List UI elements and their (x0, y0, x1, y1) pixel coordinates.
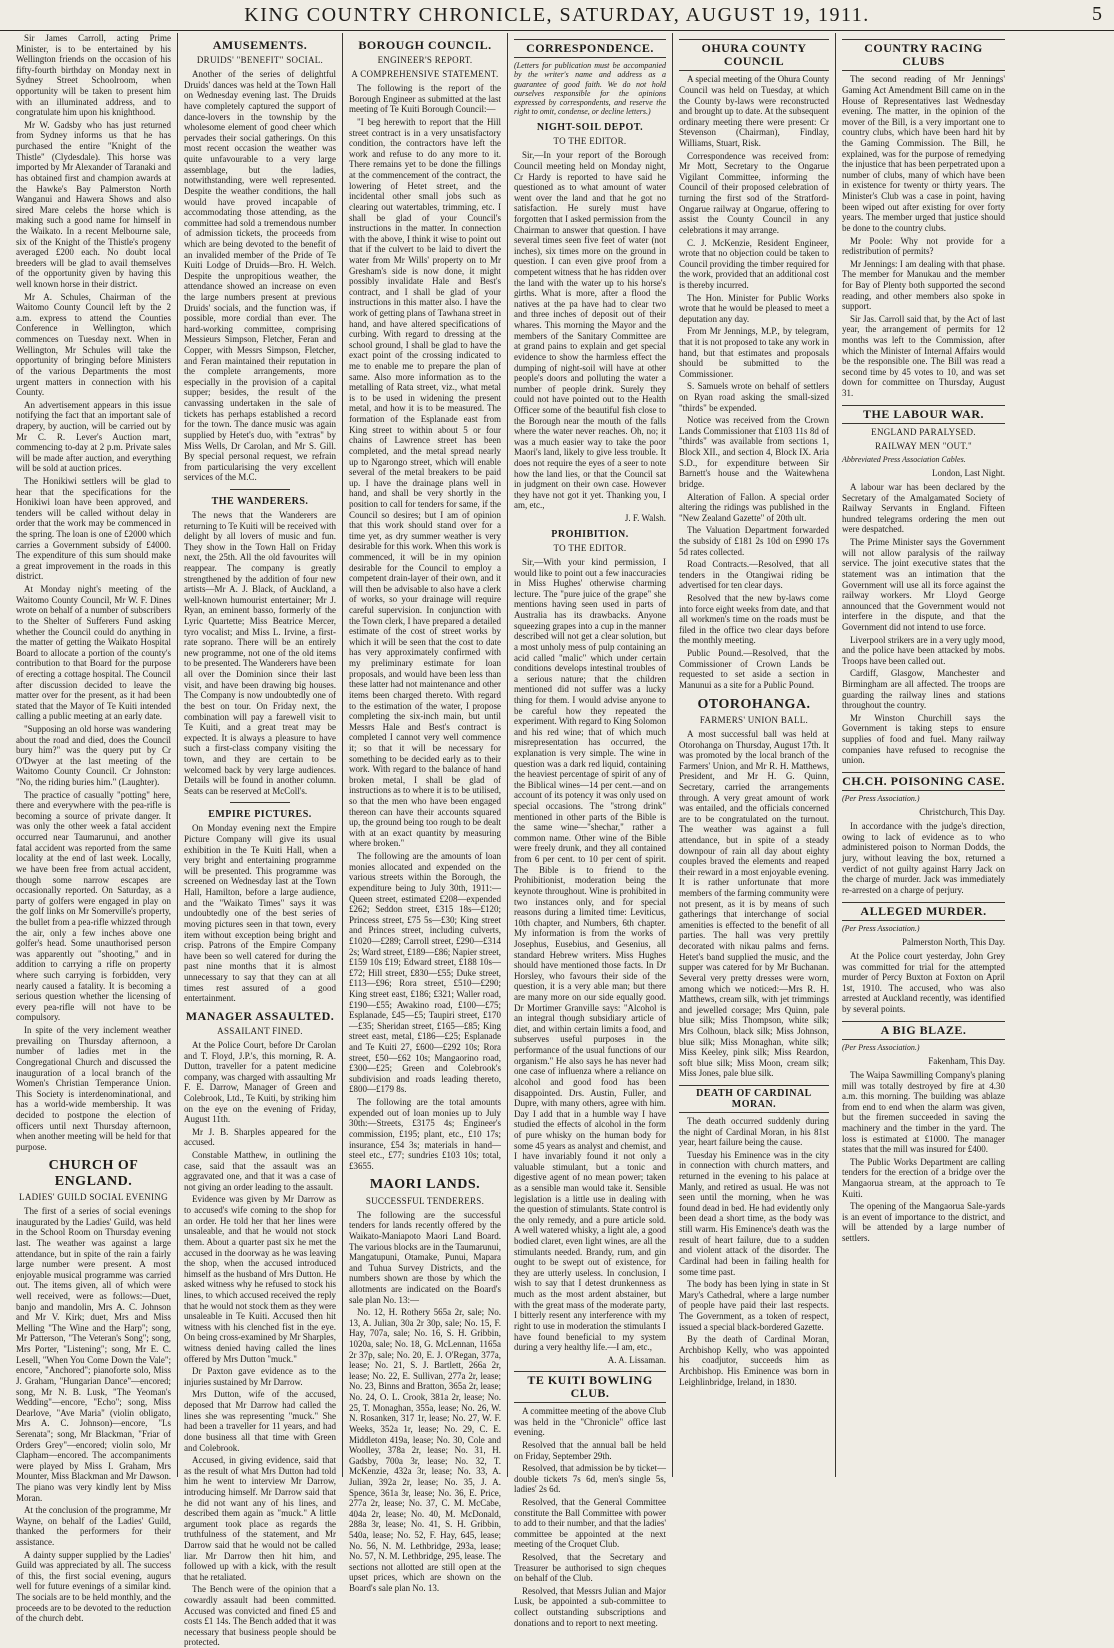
paragraph: The second reading of Mr Jennings' Gaming Act Amendment Bill came on in the House of Representatives last Wednesday evening. The matter, in the opinion of the mover of the Bill, is a very important one to country clubs, which have been hard hit by the Gaming Commission. The Bill, he explained, was for the purpose of remedying the injustice that has been perpetrated upon a number of clubs, many of which have been in existence for twenty or thirty years. The Minister's Club was a case in point, having been wiped out after existing for over forty years. The member urged that justice should be done to the country clubs. (842, 74, 1005, 233)
church-of-england-article (16, 1158, 171, 1624)
paragraph: A labour war has been declared by the Secretary of the Amalgamated Society of Railway Servants in England. Fifteen hundred telegrams ordering the men out were despatched. (842, 482, 1005, 535)
paragraph: Another of the series of delightful Druids' dances was held at the Town Hall on Wednesday evening last. The Druids have completely captured the support of dance-lovers in the township by the wholesome element of good cheer which pervades their social gatherings. On this most recent occasion the weather was quite unfavourable to a very large assemblage, but the ladies, notwithstanding, were well represented. Despite the weather conditions, the hall would have proved incapable of accommodating those attending, as the committee had sold a tremendous number of admission tickets, the proceeds from which are being devoted to the benefit of an invalided member of the Pride of Te Kuiti Lodge of Druids—Bro. H. Welch. Despite the unpropitious weather, the attendance showed an increase on even the large numbers present at previous Druids' socials, and the function was, if possible, more cordial than ever. The hard-working committee, comprising Messieurs Simpson, Fletcher, Feran and Copper, with Messrs Simpson, Fletcher, and Feran maintained their reputation in the complete arrangements, more especially in the provision of a capital supper; besides, the result of the canvassing undertaken in the sale of tickets has perhaps established a record for the town. The dance music was again supplied by Hetet's duo, with "extras" by Miss Wells, Dr Carolan, and Mr S. Gill. By special personal request, we refrain from particularising the very excellent services of the M.C. (184, 69, 336, 483)
paragraph: "Supposing an old horse was wandering about the road and died, does the Council bury him?" was the query put by Cr O'Dwyer at the last meeting of the Waitomo County Council. Cr Johnston: "No, the riding buries him." (Laughter). (16, 724, 171, 788)
column-3 (343, 33, 508, 1594)
night-soil-letter (514, 122, 666, 523)
paragraph: Correspondence was received from: Mr Mott, Secretary to the Ongarue Vigilant Committee, informing the Council of their proposed celebration of turning the first sod of the Stratford-Ongarue railway at Ongarue, offering to assist the County Council in any celebrations it may arrange. (679, 150, 829, 235)
paragraph: In spite of the very inclement weather prevailing on Thursday afternoon, a number of ladies met in the Congregational Church and discussed the inauguration of a local branch of the Women's Christian Temperance Union. This Society is interdenominational, and has a world-wide membership. It was decided to postpone the election of officers until next Thursday afternoon, when another meeting will be held for that purpose. (16, 1025, 171, 1152)
country-racing-clubs-article (842, 39, 1005, 399)
paragraph: The Hon. Minister for Public Works wrote that he would be pleased to meet a deputation any day. (679, 292, 829, 324)
paragraph: The Waipa Sawmilling Company's planing mill was totally destroyed by fire at 4.30 a.m. this morning. The building was ablaze from end to end when the alarm was given, but the firemen succeeded in saving the machinery and the timber in the yard. The loss is estimated at £1000. The manager states that the mill was insured for £400. (842, 1069, 1005, 1155)
paragraph: The Honikiwi settlers will be glad to hear that the specifications for the Honikiwi loan have been approved, and tenders will be called without delay in order that the work may be commenced in the spring. The loan is one of £2000 which carries a Government subsidy of £4000. The expenditure of this sum should make a great improvement in the roads in this district. (16, 475, 171, 582)
paragraph: The following is the report of the Borough Engineer as submitted at the last meeting of Te Kuiti Borough Council:— (349, 83, 501, 115)
paragraph: Resolved that the annual ball be held on Friday, September 29th. (514, 1439, 666, 1461)
paragraph: The news that the Wanderers are returning to Te Kuiti will be received with delight by all lovers of music and fun. They show in the Town Hall on Friday next, the 25th. All the old favourites will reappear. The company is greatly strengthened by the addition of four new artists—Mr A. J. Black, of Auckland, a well-known humourist entertainer; Mr J. Ryan, an eminent basso, formerly of the Lyric Quartette; Miss Beatrice Mercer, tyro vocalist; and Miss L. Irvine, a first-rate soprano. There will be an entirely new programme, not one of the old items to be presented. The Wanderers have been all over the Dominion since their last visit, and have been drawing big houses. The Company is now undoubtedly one of the best on tour. On Friday next, the combination will pay a farewell visit to Te Kuiti, and a great treat may be expected. It is always a pleasure to have such a first-class company visiting the town, and they are certain to be welcomed back by very large audiences. Details will be found in another column. Seats can be reserved at McColl's. (184, 509, 336, 796)
article-heading: DEATH OF CARDINAL MORAN. (679, 1085, 829, 1113)
divider (230, 802, 291, 803)
page-number: 5 (1092, 3, 1102, 25)
column-5 (673, 33, 836, 1477)
article-heading: CORRESPONDENCE. (514, 39, 666, 58)
article-subheading: FARMERS' UNION BALL. (699, 714, 809, 725)
column-2 (178, 33, 343, 1648)
paragraph: Constable Matthew, in outlining the case, said that the assault was an aggravated one, and that it was a case of not giving an order leading to the assault. (184, 1150, 336, 1192)
paragraph: The first of a series of social evenings inaugurated by the Ladies' Guild, was held in the School Room on Thursday evening last. The weather was against a large attendance, but in spite of the rain a fairly large number were present. A most enjoyable musical programme was carried out. The items given, all of which were well received, were as follows:—Duet, banjo and mandolin, Mrs A. C. Johnson and Mr V. Kirk; duet, Mrs and Miss Melling "The Wine and the Harp"; song, Mr Patterson, "The Veteran's Song"; song, Mrs Porter, "Listening"; song, Mr E. C. Lesell, "When You Come Down the Vale"; encore, "Anchored"; pianoforte solo, Miss J. Graham, "Hungarian Dance"—encored; song, Mr N. B. Lusk, "The Yeoman's Wedding"—encore, "Echo"; song, Miss Dearlove, "Ave Maria" (violin obligato, Mrs A. C. Johnson)—encore, "Ls Serenata"; song, Mr Blackman, "Friar of Orders Grey"—encored; violin solo, Mr Clapham—encored. The accompaniments were played by Miss I. Graham, Mrs Mounter, Miss Blackman and Mr Dawson. The piano was very kindly lent by Miss Moran. (16, 1206, 171, 1503)
paragraph: Resolved, that admission be by ticket—double tickets 7s 6d, men's single 5s, ladies' 2s 6d. (514, 1463, 666, 1495)
article-heading: A BIG BLAZE. (842, 1021, 1005, 1040)
masthead (0, 0, 1114, 31)
paragraph: The following are the amounts of loan monies allocated and expended on the various streets within the Borough, the expenditure being to July 30th, 1911:—Queen street, estimated £208—expended £262; Seddon street, £315 18s—£120; Princess street, £75 5s—£30; King street and Princes street, including culverts, £1020—£289; Carroll street, £290—£314 2s; Ward street, £189—£86; Napier street, £159 10s £19; Edward street, £188 10s—£72; Hill street, £830—£55; Duke street, £113—£96; Rora street, £510—£290; King street east, £186; £321; Waller road, £190—£55; Awakino road, £100—£75; Esplanade, £45—£5; Taupiri street, £170—£35; Sheridan street, £165—£85; King street east, metal, £186—£25; Esplanade and Te Kuiti 27, £600—£292 10s; Rora street, £50—£62 10s; Mangaorino road, £300—£25; Green and Colebrook's subdivision and roads leading thereto, £800—£179 8s. (349, 851, 501, 1095)
article-subheading: RAILWAY MEN "OUT." (875, 440, 972, 451)
paragraph: Sir James Carroll, acting Prime Minister, is to be entertained by his Wellington friends on the occasion of his fifty-fourth birthday on Monday next in Sydney Street Schoolroom, when opportunity will be taken to present him with an illuminated address, and to congratulate him upon his knighthood. (16, 33, 171, 118)
paragraph: The opening of the Mangaorua Sale-yards is an event of importance to the district, and will be attended by a large number of settlers. (842, 1201, 1005, 1244)
columns (10, 33, 1108, 1648)
salutation-heading: TO THE EDITOR. (553, 543, 627, 554)
article-heading: AMUSEMENTS. (212, 38, 308, 52)
paragraph: At Monday night's meeting of the Waitomo County Council, Mr W. F. Dines wrote on behalf of a number of subscribers to the Shelter of Sufferers Fund asking whether the Council could do anything in the matter of getting the Waikato Hospital Board to allocate a portion of the county's contribution to that Board for the purpose of erecting a cottage hospital. The Council after discussion decided to leave the matter over for the present, as it had been stated that the Mayor of Te Kuiti intended calling a public meeting at an early date. (16, 584, 171, 722)
paragraph: A committee meeting of the above Club was held in the "Chronicle" office last evening. (514, 1406, 666, 1438)
paragraph: The Valuation Department forwarded the subsidy of £181 2s 10d on £990 17s 5d rates collected. (679, 525, 829, 557)
article-heading: MANAGER ASSAULTED. (185, 1008, 335, 1023)
article-subheading: ENGLAND PARALYSED. (871, 426, 976, 437)
article-heading: THE WANDERERS. (211, 495, 309, 507)
paragraph: Notice was received from the Crown Lands Commissioner that £103 11s 8d of "thirds" was available from sections 1, Block XII., and section 4, Block IX. Aria S.D., for expenditure between Sir Barnett's house and the Waitewhena bridge. (679, 415, 829, 489)
article-heading: OHURA COUNTY COUNCIL (679, 39, 829, 71)
amusements-article (184, 39, 336, 483)
dateline: Palmerston North, This Day. (902, 936, 1005, 947)
paragraph: Resolved that the new by-laws come into force eight weeks from date, and that all workmen's time on the roads must be filed in the office two clear days before the monthly meeting. (679, 593, 829, 646)
paragraph: At the Police Court, before Dr Carolan and T. Floyd, J.P.'s, this morning, R. A. Dutton, traveller for a patent medicine company, was charged with assaulting Mr F. E. Darrow, Manager of Green and Colebrook, Ltd., Te Kuiti, by striking him on the eye on the evening of Friday, August 11th. (184, 1039, 336, 1125)
poisoning-case-article (842, 772, 1005, 896)
paragraph: The Prime Minister says the Government will not allow paralysis of the railway service. The joint executive states that the statement was an intimation that the Government will use all its force against the railway workers. Mr Lloyd George announced that the Government would not interfere in the dispute, and that the Government did not intend to use force. (842, 537, 1005, 632)
paragraph: The body has been lying in state in St Mary's Cathedral, where a large number of people have paid their last respects. The Government, as a token of respect, issued a special black-bordered Gazette. (679, 1279, 829, 1332)
paragraph: Sir,—With your kind permission, I would like to point out a few inaccuracies in Miss Hughes' otherwise charming lecture. The "pure juice of the grape" she mentions having seen used in parts of Australia has its drawbacks. Anyone squeezing grapes into a cup in the manner described will not get a clear solution, but a most unholy mess of pulp containing an acid called "malic" which under certain conditions develops intestinal troubles of a serious nature; that the children mentioned did not suffer was a lucky thing for them. I would advise anyone to be careful how they repeated the experiment. With regard to King Solomon and his red wine; that of which much misrepresentation has occurred, the explanation is very simple. The wine in question was a dark red liquid, containing the heaviest percentage of spirit of any of the Biblical wines—14 per cent.—and on account of its potency it was only used on special occasions. The "strong drink" mentioned in other parts of the Bible is the same wine—"shechar," rather a common name. Other wine of the Bible were freely drunk, and they all contained from 6 per cent. to 10 per cent of spirit. The Bible is to friend to the Prohibitionist, moderation being the keynote throughout. Wine is prohibited in two instances only, and for special reasons during a limited time: Leviticus, 10th chapter, and Numbers, 6th chapter. My information is from the works of Josephus, Eusebius, and Gesenius, all standard Hebrew writers. Miss Hughes should have mentioned those facts. In Dr Horsley, who favours their side of the question, it is a very able man; but there are many more on our side equally good. Dr Mortimer Granville says: "Alcohol is an integral though subsidiary article of diet, and within certain limits a food, and subserves useful purposes in the performance of the usual functions of our organism." He also says he has never had one case of influenza where a reliance on alcohol and good food has been disappointed. Drs. Austin, Fuller, and Dupre, with many others, agree with him. Day I add that in a humble way I have studied the effects of alcohol in the form of pure whisky on the human body for some 45 years as analyst and chemist, and I have invariably found it not only a valuable stimulant, but a tonic and digestive agent of no mean power; taken as a sensible man would take it. Sensible legislation is a little use in dealing with the question of stimulants. State control is the only remedy, and a pure article sold. A well watered whisky, a light ale, a good bodied claret, even light wines, are all the stimulants needed. Brandy, rum, and gin ought to be swept out of existence, for they are utterly useless. In conclusion, I wish to say that I detest drunkenness as much as the most ardent abstainer, but with the great mass of the moderate party, I bitterly resent any interference with my right to use in moderation the stimulants I have found beneficial to my system during a very healthy life.—I am, etc., (514, 557, 666, 1353)
masthead-title: KING COUNTRY CHRONICLE, SATURDAY, AUGUST 19, 1911. (244, 4, 870, 26)
article-heading: CHURCH OF ENGLAND. (48, 1158, 139, 1189)
article-heading: COUNTRY RACING CLUBS (842, 39, 1005, 71)
article-heading: NIGHT-SOIL DEPOT. (536, 122, 644, 134)
paragraph: Public Pound.—Resolved, that the Commissioner of Crown Lands be requested to set aside a section in Manunui as a site for a Public Pound. (679, 648, 829, 690)
source-line: (Per Press Association.) (842, 1042, 920, 1052)
paragraph: At the Police court yesterday, John Grey was committed for trial for the attempted murder of Percy Buxton at Foxton on April 1st, 1910. The accused, who was also arrested at Auckland recently, was identified by several points. (842, 950, 1005, 1014)
paragraph: C. J. McKenzie, Resident Engineer, wrote that no objection could be taken to Council providing the timber required for the work, provided that an additional cost is thereby incurred. (679, 237, 829, 290)
big-blaze-article (842, 1021, 1005, 1244)
article-heading: PROHIBITION. (551, 529, 629, 541)
article-subheading: DRUIDS' "BENEFIT" SOCIAL. (196, 55, 324, 66)
article-subheading: A COMPREHENSIVE STATEMENT. (351, 69, 499, 80)
paragraph: A dainty supper supplied by the Ladies' Guild was appreciated by all. The success of this, the first social evening, augurs well for future evenings of a similar kind. The socials are to be held monthly, and the proceeds are to be devoted to the reduction of the church debt. (16, 1549, 171, 1624)
paragraph: Mr Winston Churchill says the Government is taking steps to ensure supplies of food and fuel. Many railway companies have refused to recognise the union. (842, 712, 1005, 766)
paragraph: Mrs Dutton, wife of the accused, deposed that Mr Darrow had called the lines she was representing "muck." She had been a traveller for 11 years, and had done business all that time with Green and Colebrook. (184, 1389, 336, 1453)
paragraph: Mr A. Schules, Chairman of the Waitomo County Council left by the 2 a.m. express to attend the Counties Conference in Wellington, which commences on Tuesday next. When in Wellington, Mr Schules will take the opportunity of bringing before Ministers of the various Departments the most urgent matters in connection with his County. (16, 291, 171, 398)
divider (230, 489, 291, 490)
paragraph: The Public Works Department are calling tenders for the erection of a bridge over the Mangaorua stream, at the approach to Te Kuiti. (842, 1156, 1005, 1199)
paragraph: From Mr Jennings, M.P., by telegram, that it is not proposed to take any work in hand, but that estimates and proposals should be submitted to the Commissioner. (679, 326, 829, 379)
correspondence-section (514, 39, 666, 116)
maori-lands-article (349, 1177, 501, 1593)
bowling-club-article (514, 1371, 666, 1629)
paragraph: A most successful ball was held at Otorohanga on Thursday, August 17th. It was promoted by the local branch of the Farmers' Union, and Mr R. H. Matthews, President, and Mr H. G. Quinn, Secretary, carried the arrangements through. A very great amount of work was entailed, and the officials concerned are to be congratulated on the turnout. The weather was against a full attendance, but in spite of a steady downpour of rain all day about eighty couples braved the elements and reaped their reward in a most enjoyable evening. It is rather unfortunate that more members of the farming community were not present, as it is by means of such gatherings that interchange of social amenities is effected to the benefit of all parties. The hall was very prettily decorated with nikau palms and ferns. Hetet's band supplied the music, and the supper was catered for by Mr Buchanan. Several very pretty dresses were worn, among which we noticed:—Mrs R. H. Matthews, cream silk, with jet trimmings and jewelled corsage; Mrs Quinn, pale blue silk; Miss Thompson, white silk; Mrs Colhoun, black silk; Miss Johnson, blue silk; Miss Monaghan, white silk; Miss Keeley, pink silk; Miss Reardon, soft blue silk; Miss Moon, cream silk; Miss Jones, pale blue silk. (679, 728, 829, 1079)
manager-assaulted-article (184, 1010, 336, 1648)
paragraph: Liverpool strikers are in a very ugly mood, and the police have been attacked by mobs. Troops have been called out. (842, 634, 1005, 666)
article-heading: ALLEGED MURDER. (842, 902, 1005, 921)
paragraph: Resolved, that the Secretary and Treasurer be authorised to sign cheques on behalf of the Club. (514, 1552, 666, 1584)
paragraph: Tuesday his Eminence was in the city in connection with church matters, and returned in the evening to his palace at Manly, and retired as usual. He was not seen until the morning, when he was found dead in bed. He had evidently only been dead a short time, as the body was still warm. His Eminence's death was the result of heart failure, due to a sudden and violent attack of the disorder. The Cardinal had been in failing health for some time past. (679, 1149, 829, 1277)
paragraph: The death occurred suddenly during the night of Cardinal Moran, in his 81st year, heart failure being the cause. (679, 1116, 829, 1148)
paragraph: Alteration of Fallon. A special order altering the ridings was published in the "New Zealand Gazette" of 20th ult. (679, 491, 829, 523)
paragraph: Sir,—In your report of the Borough Council meeting held on Monday night, Cr Hardy is reported to have said he questioned as to what amount of water went over the land and that he got no satisfaction. He surely must have forgotten that I asked permission from the Chairman to answer that question. I have several times seen five feet of water (not inches), six times more on the ground in question. I can even give proof from a competent witness that he has ridden over the land with the water up to his horse's girths. What is more, after a flood the natives at the pa have had to clear two and three inches of deposit out of their whares. This morning the Mayor and the members of the Sanitary Committee are at grand pains to explain and get special evidence to show the harmless effect the dumping of night-soil will have at other people's doors and polluting the water a number of people drink. Surely they could not have pointed out to the Health Officer some of the beautiful fish close to the Borough near the mouth of the falls where the water never reaches. Oh, no; it was a much easier way to take the poor Maori's land, likely to give less trouble. It does not require the eyes of a seer to note how the land lies, or that the Council sat in judgment on their own case. However they have not got it yet. Thanking you, I am, etc., (514, 150, 666, 511)
paragraph: Road Contracts.—Resolved, that all tenders in the Otangiwai riding be advertised for ten clear days. (679, 559, 829, 591)
wanderers-article (184, 489, 336, 796)
article-heading: OTOROHANGA. (697, 696, 811, 712)
paragraph: Resolved, that Messrs Julian and Major Lusk, be appointed a sub-committee to collect outstanding subscriptions and donations and to report to next meeting. (514, 1585, 666, 1628)
paragraph: The following are the successful tenders for lands recently offered by the Waikato-Maniapoto Maori Land Board. The various blocks are in the Taumarunui, Mangatupuni, Otamake, Punui, Mapara and Tuhua Survey Districts, and the numbers shown are those by which the allotments are indicated on the Board's sale plan No. 13:— (349, 1209, 501, 1305)
article-subheading: LADIES' GUILD SOCIAL EVENING (19, 1192, 168, 1203)
labour-war-article (842, 405, 1005, 766)
signature: J. F. Walsh. (624, 513, 666, 524)
paragraph: Mr Jennings: I am dealing with that phase. The member for Manukau and the member for Bay of Plenty both supported the second reading, and other members also spoke in support. (842, 258, 1005, 312)
article-heading: EMPIRE PICTURES. (208, 809, 312, 821)
column-4 (508, 33, 673, 1628)
alleged-murder-article (842, 902, 1005, 1015)
paragraph: The Bench were of the opinion that a cowardly assault had been committed. Accused was convicted and fined £5 and costs £1 14s. The Bench added that it was necessary that business people should be protected. (184, 1584, 336, 1648)
paragraph: On Monday evening next the Empire Picture Company will give its usual exhibition in the Te Kuiti Hall, when a very bright and entertaining programme will be presented. This programme was screened on Wednesday last at the Town Hall, Hamilton, before a large audience, and the "Waikato Times" says it was undoubtedly one of the best series of moving pictures seen in that town, every item without exception being bright and crisp. Patrons of the Empire Company have been so well catered for during the past nine months that it is almost unnecessary to say that they can at all times rest assured of a good entertainment. (184, 823, 336, 1004)
borough-council-article (349, 39, 501, 1171)
article-heading: CH.CH. POISONING CASE. (842, 772, 1005, 791)
article-subheading: SUCCESSFUL TENDERERS. (365, 1195, 485, 1206)
paragraph: Resolved, that the General Committee constitute the Ball Committee with power to add to their number, and that the ladies' committee be appointed at the next meeting of the Croquet Club. (514, 1496, 666, 1550)
salutation-heading: TO THE EDITOR. (553, 136, 627, 147)
cardinal-moran-article (679, 1085, 829, 1387)
paragraph: "I beg herewith to report that the Hill street contract is in a very unsatisfactory condition, the contractors have left the work and refuse to do any more to it. There remains yet to be done the fillings at the commencement of the contract, the lowering of Hetet street, and the incidental other small jobs such as clearing out watertables, trimming, etc. I shall be glad of your Council's instructions in the matter. In connection with the above, I think it wise to point out that if the culvert to be laid to divert the water from Mr Wills' property on to Mr Gresham's side is now done, it might possibly invalidate Hale and Best's contract, and I shall be glad of your instructions in this matter also. I have the work of getting plans of Tawhana street in hand, and have altered specifications of curbing. With regard to dressing at the school ground, I shall be glad to have the exact point of the crossing indicated to me to enable me to prepare the plan of same. Also more information as to the metalling of Rata street, viz., what metal is to be used in widening the present metal, and how it is to be measured. The formation of the Esplanade east from King street to within about 5 or four chains of Lawrence street has been completed, and the metal spread nearly up to Ngarongo street, which will enable several of the metal breakers to be paid up. I have the drainage plans well in hand, and shall be very shortly in the position to call for tenders for same, if the Council so desires; but I am of opinion that this work should stand over for a time yet, as dry summer weather is very desirable for this work. When this work is commenced, it will be in my opinion desirable for the Council to employ a competent drain-layer of their own, and it will then be advisable to also have a clerk of works, so your drainage will require careful supervision. In conjunction with the Town clerk, I have prepared a detailed estimate of the cost of street works by which it will be seen that the cost to date has very approximately confirmed with my preliminary estimate for loan proposals, and would have been less than these latter had not maintenance and other items been charged thereto. With regard to the estimation of the water, I propose completing the six-inch main, but until Messrs Hale and Best's contract is completed I cannot very well commence it; so that it will be necessary for something to be decided early as to their work. With regard to the balance of hand broken metal, I shall be glad of instructions as to where it is to be utilised, so that the men who have been engaged thereon can have their accounts squared up, the ground being too rough to be dealt with at an exact quantity by measuring where broken." (349, 117, 501, 849)
source-line: (Per Press Association.) (842, 923, 920, 933)
source-line: (Per Press Association.) (842, 794, 920, 804)
paragraph: Cardiff, Glasgow, Manchester and Birmingham are all affected. The troops are guarding the railway lines and stations throughout the country. (842, 668, 1005, 711)
article-heading: MAORI LANDS. (369, 1177, 481, 1193)
paragraph: Evidence was given by Mr Darrow as to accused's wife coming to the shop for an order. He told her that her lines were unsaleable, and that he would not stock them. About a quarter past six he met the accused in the doorway as he was leaving the shop, when the accused introduced himself as the husband of Mrs Dutton. He asked witness why he refused to stock his lines, to which accused received the reply that he would not stock them as they were unsaleable in Te Kuiti. Accused then hit witness with his clenched fist in the eye. On being cross-examined by Mr Sharples, witness denied having called the lines offered by Mrs Dutton "muck." (184, 1194, 336, 1364)
paragraph: An advertisement appears in this issue notifying the fact that an important sale of drapery, by auction, will be carried out by Mr C. R. Lever's Auction mart, commencing to-day at 2 p.m. Private sales will be made after auction, and everything will be sold at auction prices. (16, 399, 171, 474)
paragraph: S. Samuels wrote on behalf of settlers on Ryan road asking the small-sized "thirds" be expended. (679, 381, 829, 413)
column-1 (10, 33, 178, 1624)
prohibition-letter (514, 529, 666, 1365)
otorohanga-article (679, 697, 829, 1080)
local-news (16, 33, 171, 1152)
paragraph: By the death of Cardinal Moran, Archbishop Kelly, who was appointed his coadjutor, succeeds him as Archbishop. His Eminence was born in Leighlinbridge, Ireland, in 1830. (679, 1334, 829, 1387)
signature: A. A. Lissaman. (607, 1354, 666, 1365)
article-subheading: ASSAILANT FINED. (217, 1025, 303, 1036)
source-line: Abbreviated Press Association Cables. (842, 454, 966, 464)
article-heading: TE KUITI BOWLING CLUB. (514, 1371, 666, 1403)
paragraph: No. 12, H. Rothery 565a 2r, sale; No. 13, A. Julian, 30a 2r 30p, sale; No. 15, F. Hay, 707a, sale; No. 16, S. H. Gribbin, 1020a, sale; No. 18, G. McLennan, 1165a 2r 37p, sale; No. 20, E. J. O'Regan, 377a, lease; No. 21, S. J. Bartlett, 266a 2r, lease; No. 22, E. Sullivan, 277a 2r, lease; No. 23, Binns and Bratton, 365a 2r, lease; No. 24, O. L. Crook, 381a 2r, lease; No. 25, T. Monaghan, 355a, lease; No. 26, W. N. Rosanken, 317 1r, lease; No. 27, W. F. Weeks, 352a 1r, lease; No. 29, C. E. Middleton 419a, lease; No. 30, Cole and Woolley, 378a 2r, lease; No. 31, H. Gadsby, 700a 3r, lease; No. 32, T. McKenzie, 432a 3r, lease; No. 33, A. Julian, 392a 2r, lease; No. 35, J. A. Spence, 361a 3r, lease; No. 36, E. Price, 277a 2r, lease; No. 37, C. M. McCabe, 404a 2r, lease; No. 40, M. McDonald, 288a 3r, lease; No. 41, S. H. Gribbin, 540a, lease; No. 52, F. Hay, 645, lease; No. 56, N. M. Lethbridge, 293a, lease; No. 57, N. M. Lethbridge, 295, lease. The sections not allotted are still open at the upset prices, which are shown on the Board's sale plan No. 13. (349, 1307, 501, 1594)
article-subheading: ENGINEER'S REPORT. (377, 55, 473, 66)
paragraph: The following are the total amounts expended out of loan monies up to July 30th:—Streets, £3175 4s; Engineer's commission, £195; plant, etc., £10 17s; insurance, £54 3s; materials in hand—steel etc., £77; sundries £103 10s; total, £3655. (349, 1097, 501, 1171)
paragraph: A special meeting of the Ohura County Council was held on Tuesday, at which the County by-laws were reconstructed and brought up to date. At the subsequent ordinary meeting there were present: Cr Stevenson (Chairman), Findlay, Williams, Stuart, Risk. (679, 74, 829, 149)
empire-pictures-article (184, 802, 336, 1003)
paragraph: Mr J. B. Sharples appeared for the accused. (184, 1126, 336, 1148)
paragraph: Mr Poole: Why not provide for a redistribution of permits? (842, 235, 1005, 257)
dateline: London, Last Night. (932, 468, 1005, 479)
dateline: Christchurch, This Day. (919, 807, 1005, 818)
paragraph: Accused, in giving evidence, said that as the result of what Mrs Dutton had told him he went to interview Mr Darrow, introducing himself. Mr Darrow said that he did not want any of his lines, and described them again as "muck." A little argument took place as regards the truthfulness of the statement, and Mr Darrow said that he would not be called liar. Mr Darrow then hit him, and followed up with a kick, with the result that he retaliated. (184, 1455, 336, 1582)
article-heading: THE LABOUR WAR. (842, 405, 1005, 424)
paragraph: Mr W. Gadsby who has just returned from Sydney informs us that he has purchased the entire "Knight of the Thistle" (Clydesdale). This horse was imported by Mr Alexander of Taranaki and has obtained first and champion awards at the Hawke's Bay Palmerston North Wanganui and Hawera Shows and also sired Mare celebs the horse which is making such a good name for himself in the Waikato. In a recent Melbourne sale, six of the Knight of the Thistle's progeny averaged £200 each. No doubt local breeders will be glad to avail themselves of the opportunity given by having this well known horse in their district. (16, 119, 171, 290)
ohura-council-article (679, 39, 829, 691)
paragraph: Dr Paxton gave evidence as to the injuries sustained by Mr Darrow. (184, 1366, 336, 1387)
paragraph: In accordance with the judge's direction, owing to lack of evidence as to who administered poison to Norman Dodds, the jury, without leaving the box, returned a verdict of not guilty against Harry Jack on the charge of murder. Jack was immediately re-arrested on a charge of perjury. (842, 821, 1005, 895)
article-heading: BOROUGH COUNCIL. (358, 38, 492, 52)
column-6 (836, 33, 1011, 1477)
editor-note: (Letters for publication must be accompanied by the writer's name and address as a guarantee of good faith. We do not hold ourselves responsible for the opinions expressed by correspondents, and reserve the right to omit, condense, or decline letters.) (514, 61, 666, 117)
paragraph: At the conclusion of the programme, Mr Wayne, on behalf of the Ladies' Guild, thanked the performers for their assistance. (16, 1505, 171, 1548)
paragraph: The practice of casually "potting" here, there and everywhere with the pea-rifle is becoming a source of private danger. It was only the other week a fatal accident occurred near Taumarunui, and another fatal accident was reported from the same locality at the end of last week. Locally, we have been free from actual accident, though some narrow escapes are occasionally reported. On Saturday, as a party of golfers were engaged in play on the golf links on Mr Somerville's property, the bullet from a pea-rifle whizzed through the air, only a few inches above one golfer's head. Some unauthorised person was apparently out "shooting," and in addition to carrying a rifle on property where such carrying is forbidden, very nearly caused a fatality. It is becoming a serious question whether the licensing of every pea-rifle will not have to be compulsory. (16, 789, 171, 1023)
paragraph: Sir Jas. Carroll said that, by the Act of last year, the arrangement of permits for 12 months was left to the Commission, after which the Minister of Internal Affairs would be the responsible one. The Bill was read a second time by 45 votes to 10, and was set down for committee on Thursday, August 31. (842, 313, 1005, 399)
dateline: Fakenham, This Day. (928, 1055, 1005, 1066)
